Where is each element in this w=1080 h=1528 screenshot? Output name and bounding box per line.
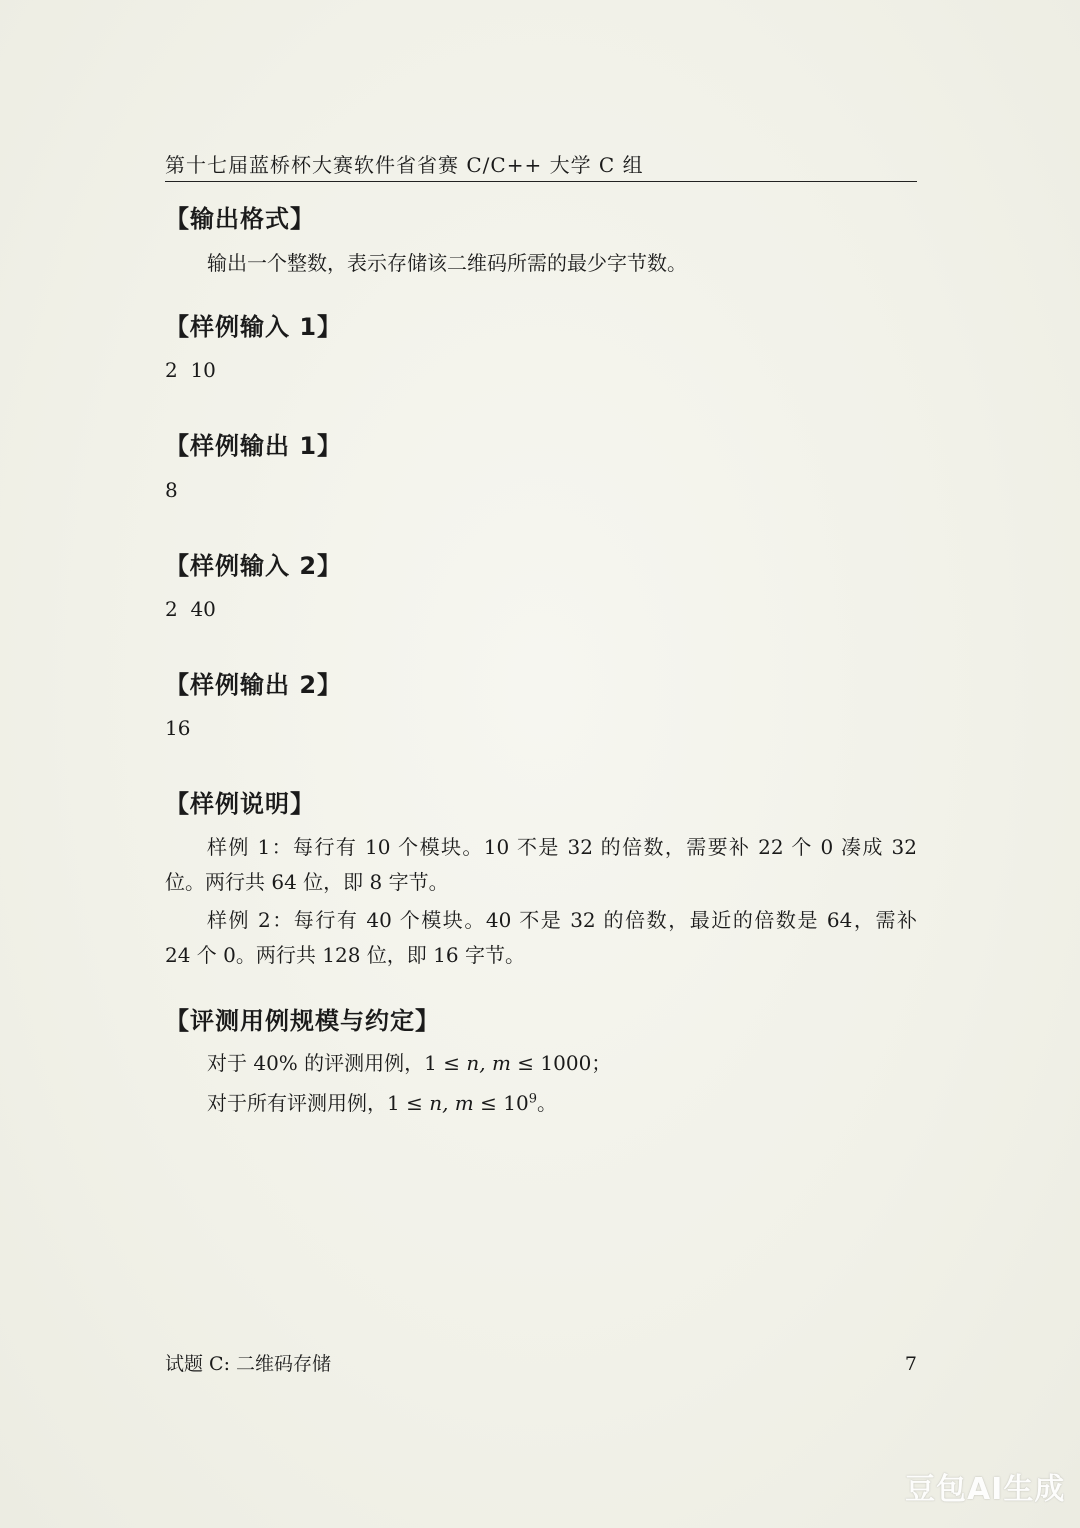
- explanation-p1-line2: 位。两行共 64 位，即 8 字节。: [165, 870, 449, 894]
- constraints-line-2-end: 。: [536, 1091, 557, 1115]
- constraints-line-2: [207, 1088, 917, 1118]
- constraints-line-2-base: ≤ 10: [473, 1091, 529, 1115]
- heading-constraints: 【评测用例规模与约定】: [165, 1007, 440, 1035]
- header-rule: [165, 181, 917, 182]
- constraints-line-2-vars: n, m: [429, 1091, 474, 1115]
- constraints-line-1: [207, 1048, 917, 1078]
- constraints-line-1-vars: n, m: [466, 1051, 511, 1075]
- sample-input-2-value: 2 40: [165, 597, 216, 621]
- heading-sample-output-1: 【样例输出 1】: [165, 432, 343, 460]
- explanation-p1-line1: 样例 1：每行有 10 个模块。10 不是 32 的倍数，需要补 22 个 0 凑成 32: [207, 835, 917, 859]
- footer-page-number: 7: [904, 1353, 917, 1375]
- sample-output-2-value: 16: [165, 716, 191, 740]
- output-format-text: 输出一个整数，表示存储该二维码所需的最少字节数。: [207, 251, 687, 275]
- running-header: 第十七届蓝桥杯大赛软件省省赛 C/C++ 大学 C 组: [165, 153, 644, 177]
- constraints-line-2-exponent: 9: [528, 1091, 537, 1107]
- heading-output-format: 【输出格式】: [165, 205, 315, 233]
- ai-generated-watermark: 豆包AI生成: [905, 1472, 1066, 1507]
- heading-sample-output-2: 【样例输出 2】: [165, 671, 343, 699]
- heading-sample-explanation: 【样例说明】: [165, 790, 315, 818]
- heading-sample-input-1: 【样例输入 1】: [165, 313, 343, 341]
- explanation-p2-line1: 样例 2：每行有 40 个模块。40 不是 32 的倍数，最近的倍数是 64，需补: [207, 908, 917, 932]
- footer-problem-label: 试题 C: 二维码存储: [165, 1353, 332, 1375]
- sample-output-1-value: 8: [165, 478, 178, 502]
- heading-sample-input-2: 【样例输入 2】: [165, 552, 343, 580]
- explanation-p2-line2: 24 个 0。两行共 128 位，即 16 字节。: [165, 943, 525, 967]
- constraints-line-1-prefix: 对于 40% 的评测用例，1 ≤: [207, 1051, 467, 1075]
- constraints-line-1-suffix: ≤ 1000；: [510, 1051, 612, 1075]
- sample-input-1-value: 2 10: [165, 358, 216, 382]
- constraints-line-2-prefix: 对于所有评测用例，1 ≤: [207, 1091, 430, 1115]
